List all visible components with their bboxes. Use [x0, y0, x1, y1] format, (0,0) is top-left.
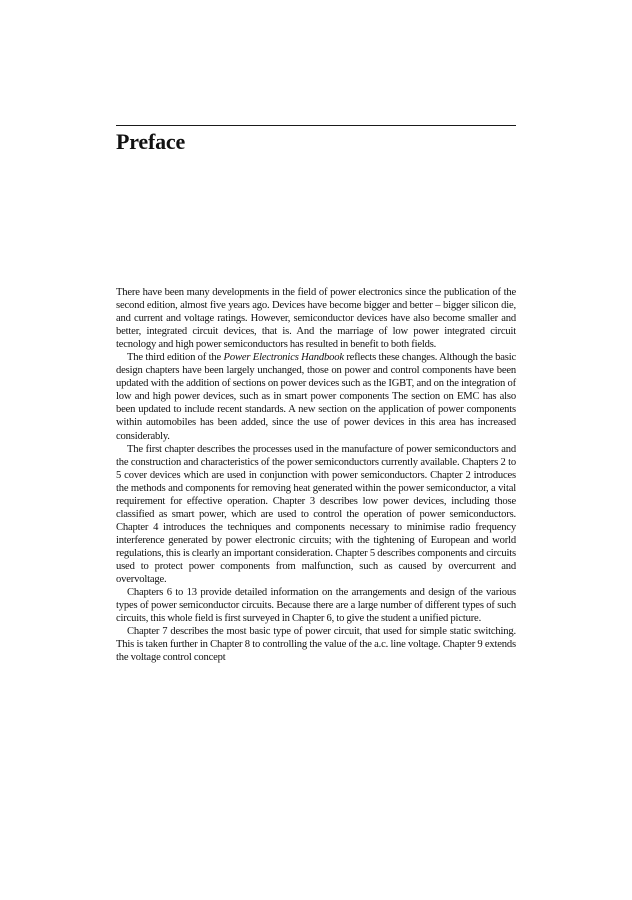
paragraph-3	[116, 443, 516, 587]
book-title-emphasis: Power Electronics Handbook	[223, 352, 344, 364]
paragraph-2-text-start: The third edition of the	[127, 352, 224, 364]
paragraph-5	[116, 625, 516, 664]
paragraph-4-text: Chapters 6 to 13 provide detailed information on the arrangements and design of the various types of power semiconductor circuits. Because there are a large number of different types of such circuits, this whole field is first surveyed in Chapter 6, to give the student a unified picture.	[116, 587, 516, 625]
paragraph-4	[116, 586, 516, 625]
preface-body	[116, 286, 516, 664]
paragraph-2-text-end: reflects these changes. Although the basic design chapters have been largely unchanged, those on power and control components have been updated with the addition of sections on power devices such as the IGBT, and on the integration of low and high power devices, such as in smart power components The section on EMC has also been updated to include recent standards. A new section on the application of power components within automobiles has been added, since the use of power devices in this area has increased considerably.	[116, 352, 516, 442]
page-title: Preface	[116, 129, 186, 154]
paragraph-3-text: The first chapter describes the processes used in the manufacture of power semiconductors and the construction and characteristics of the power semiconductors currently available. Chapters 2 to 5 cover devices which are used in conjunction with power semiconductors. Chapter 2 introduces the methods and components for removing heat generated within the power semiconductor, a vital requirement for effective operation. Chapter 3 describes low power devices, including those classified as smart power, which are used to control the operation of power semiconductors. Chapter 4 introduces the techniques and components necessary to minimise radio frequency interference generated by power electronic circuits; with the tightening of European and world regulations, this is clearly an important consideration. Chapter 5 describes components and circuits used to protect power components from malfunction, such as caused by overcurrent and overvoltage.	[116, 443, 516, 586]
paragraph-2	[116, 351, 516, 442]
paragraph-1	[116, 286, 516, 351]
paragraph-5-text: Chapter 7 describes the most basic type of power circuit, that used for simple static switching. This is taken further in Chapter 8 to controlling the value of the a.c. line voltage. Chapter 9 extends the voltage control concept	[116, 626, 516, 664]
header-rule	[116, 125, 516, 126]
paragraph-1-text: There have been many developments in the field of power electronics since the publication of the second edition, almost five years ago. Devices have become bigger and better – bigger silicon die, and current and voltage ratings. However, semiconductor devices have also become smaller and better, integrated circuit devices, that is. And the marriage of low power integrated circuit tecnology and high power semiconductors has resulted in benefit to both fields.	[116, 287, 516, 351]
